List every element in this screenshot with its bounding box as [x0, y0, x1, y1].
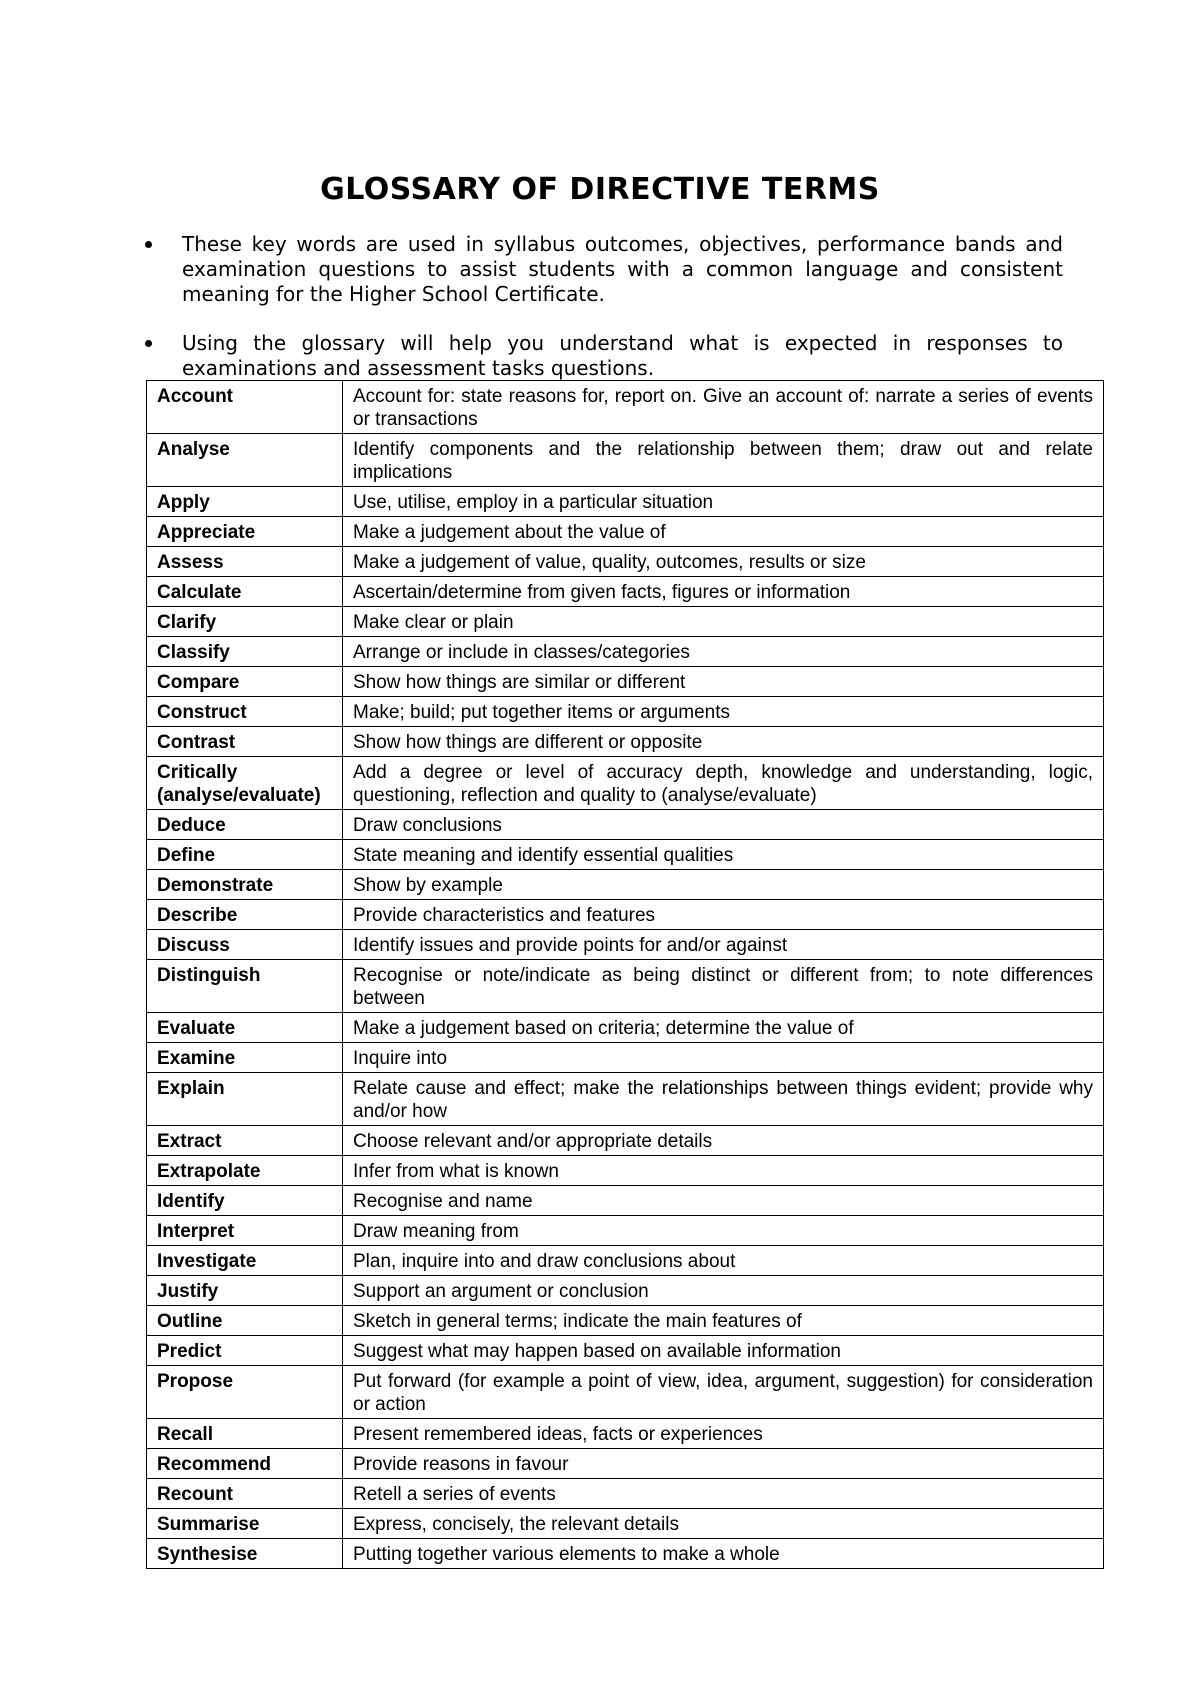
glossary-definition: Use, utilise, employ in a particular situation — [343, 487, 1104, 517]
glossary-term: Apply — [147, 487, 343, 517]
glossary-row — [147, 607, 1104, 637]
glossary-term: Critically (analyse/evaluate) — [147, 757, 343, 810]
glossary-term: Predict — [147, 1336, 343, 1366]
glossary-definition: Putting together various elements to make a whole — [343, 1539, 1104, 1569]
glossary-row — [147, 434, 1104, 487]
bullet-text: Using the glossary will help you understand what is expected in responses to examinations and assessment tasks questions. — [182, 331, 1063, 380]
glossary-term: Construct — [147, 697, 343, 727]
glossary-definition: Provide reasons in favour — [343, 1449, 1104, 1479]
glossary-term: Calculate — [147, 577, 343, 607]
glossary-row — [147, 637, 1104, 667]
glossary-row — [147, 1013, 1104, 1043]
glossary-definition: Express, concisely, the relevant details — [343, 1509, 1104, 1539]
glossary-term: Define — [147, 840, 343, 870]
glossary-definition: Provide characteristics and features — [343, 900, 1104, 930]
glossary-term: Examine — [147, 1043, 343, 1073]
glossary-definition: Sketch in general terms; indicate the main features of — [343, 1306, 1104, 1336]
glossary-row — [147, 960, 1104, 1013]
glossary-row — [147, 1073, 1104, 1126]
glossary-row — [147, 1156, 1104, 1186]
glossary-row — [147, 1306, 1104, 1336]
glossary-term: Extrapolate — [147, 1156, 343, 1186]
glossary-term: Discuss — [147, 930, 343, 960]
glossary-row — [147, 1449, 1104, 1479]
intro-bullet-list — [145, 232, 1063, 381]
glossary-row — [147, 1539, 1104, 1569]
glossary-term: Classify — [147, 637, 343, 667]
glossary-row — [147, 547, 1104, 577]
glossary-definition: Support an argument or conclusion — [343, 1276, 1104, 1306]
glossary-definition: Put forward (for example a point of view, idea, argument, suggestion) for consideration or action — [343, 1366, 1104, 1419]
glossary-row — [147, 1419, 1104, 1449]
glossary-definition: Draw meaning from — [343, 1216, 1104, 1246]
glossary-term: Deduce — [147, 810, 343, 840]
glossary-row — [147, 1126, 1104, 1156]
glossary-definition: Draw conclusions — [343, 810, 1104, 840]
glossary-definition: Plan, inquire into and draw conclusions about — [343, 1246, 1104, 1276]
page-title: GLOSSARY OF DIRECTIVE TERMS — [320, 172, 880, 207]
glossary-definition: Present remembered ideas, facts or experiences — [343, 1419, 1104, 1449]
glossary-term: Recount — [147, 1479, 343, 1509]
glossary-definition: Choose relevant and/or appropriate details — [343, 1126, 1104, 1156]
bullet-icon — [145, 241, 152, 248]
glossary-term: Investigate — [147, 1246, 343, 1276]
glossary-definition: Make a judgement about the value of — [343, 517, 1104, 547]
glossary-term: Distinguish — [147, 960, 343, 1013]
glossary-row — [147, 1186, 1104, 1216]
glossary-definition: Ascertain/determine from given facts, figures or information — [343, 577, 1104, 607]
glossary-definition: Show how things are different or opposite — [343, 727, 1104, 757]
glossary-definition: Make clear or plain — [343, 607, 1104, 637]
glossary-term: Clarify — [147, 607, 343, 637]
glossary-row — [147, 870, 1104, 900]
bullet-item — [145, 232, 1063, 307]
glossary-definition: Identify issues and provide points for and/or against — [343, 930, 1104, 960]
glossary-definition: State meaning and identify essential qualities — [343, 840, 1104, 870]
glossary-row — [147, 1336, 1104, 1366]
glossary-definition: Account for: state reasons for, report on. Give an account of: narrate a series of events or transactions — [343, 381, 1104, 434]
glossary-row — [147, 727, 1104, 757]
glossary-definition: Recognise or note/indicate as being distinct or different from; to note differences between — [343, 960, 1104, 1013]
glossary-row — [147, 381, 1104, 434]
glossary-row — [147, 1509, 1104, 1539]
glossary-table — [146, 380, 1104, 1569]
glossary-term: Demonstrate — [147, 870, 343, 900]
glossary-term: Recommend — [147, 1449, 343, 1479]
glossary-row — [147, 757, 1104, 810]
glossary-row — [147, 1216, 1104, 1246]
glossary-definition: Infer from what is known — [343, 1156, 1104, 1186]
glossary-definition: Make; build; put together items or arguments — [343, 697, 1104, 727]
bullet-text: These key words are used in syllabus outcomes, objectives, performance bands and examination questions to assist students with a common language and consistent meaning for the Higher School Certificate. — [182, 232, 1063, 306]
glossary-definition: Suggest what may happen based on available information — [343, 1336, 1104, 1366]
glossary-definition: Show how things are similar or different — [343, 667, 1104, 697]
glossary-definition: Relate cause and effect; make the relationships between things evident; provide why and/or how — [343, 1073, 1104, 1126]
glossary-row — [147, 1366, 1104, 1419]
bullet-icon — [145, 340, 152, 347]
glossary-row — [147, 930, 1104, 960]
bullet-item — [145, 331, 1063, 381]
glossary-row — [147, 900, 1104, 930]
glossary-row — [147, 667, 1104, 697]
glossary-term: Outline — [147, 1306, 343, 1336]
glossary-term: Summarise — [147, 1509, 343, 1539]
glossary-table-body — [147, 381, 1104, 1569]
glossary-term: Appreciate — [147, 517, 343, 547]
glossary-definition: Retell a series of events — [343, 1479, 1104, 1509]
glossary-definition: Show by example — [343, 870, 1104, 900]
glossary-definition: Recognise and name — [343, 1186, 1104, 1216]
glossary-term: Contrast — [147, 727, 343, 757]
glossary-row — [147, 487, 1104, 517]
glossary-definition: Make a judgement based on criteria; determine the value of — [343, 1013, 1104, 1043]
glossary-row — [147, 1043, 1104, 1073]
glossary-term: Synthesise — [147, 1539, 343, 1569]
glossary-row — [147, 697, 1104, 727]
glossary-term: Identify — [147, 1186, 343, 1216]
glossary-row — [147, 1246, 1104, 1276]
glossary-definition: Arrange or include in classes/categories — [343, 637, 1104, 667]
glossary-term: Evaluate — [147, 1013, 343, 1043]
glossary-row — [147, 1479, 1104, 1509]
glossary-row — [147, 517, 1104, 547]
glossary-definition: Identify components and the relationship between them; draw out and relate implications — [343, 434, 1104, 487]
glossary-row — [147, 577, 1104, 607]
glossary-definition: Inquire into — [343, 1043, 1104, 1073]
glossary-term: Justify — [147, 1276, 343, 1306]
glossary-row — [147, 840, 1104, 870]
glossary-row — [147, 1276, 1104, 1306]
glossary-term: Describe — [147, 900, 343, 930]
glossary-term: Explain — [147, 1073, 343, 1126]
glossary-definition: Add a degree or level of accuracy depth, knowledge and understanding, logic, questioning, reflection and quality to (analyse/evaluate) — [343, 757, 1104, 810]
glossary-term: Account — [147, 381, 343, 434]
glossary-term: Propose — [147, 1366, 343, 1419]
glossary-term: Interpret — [147, 1216, 343, 1246]
glossary-term: Compare — [147, 667, 343, 697]
glossary-row — [147, 810, 1104, 840]
glossary-term: Assess — [147, 547, 343, 577]
glossary-definition: Make a judgement of value, quality, outcomes, results or size — [343, 547, 1104, 577]
glossary-term: Analyse — [147, 434, 343, 487]
glossary-term: Extract — [147, 1126, 343, 1156]
glossary-term: Recall — [147, 1419, 343, 1449]
